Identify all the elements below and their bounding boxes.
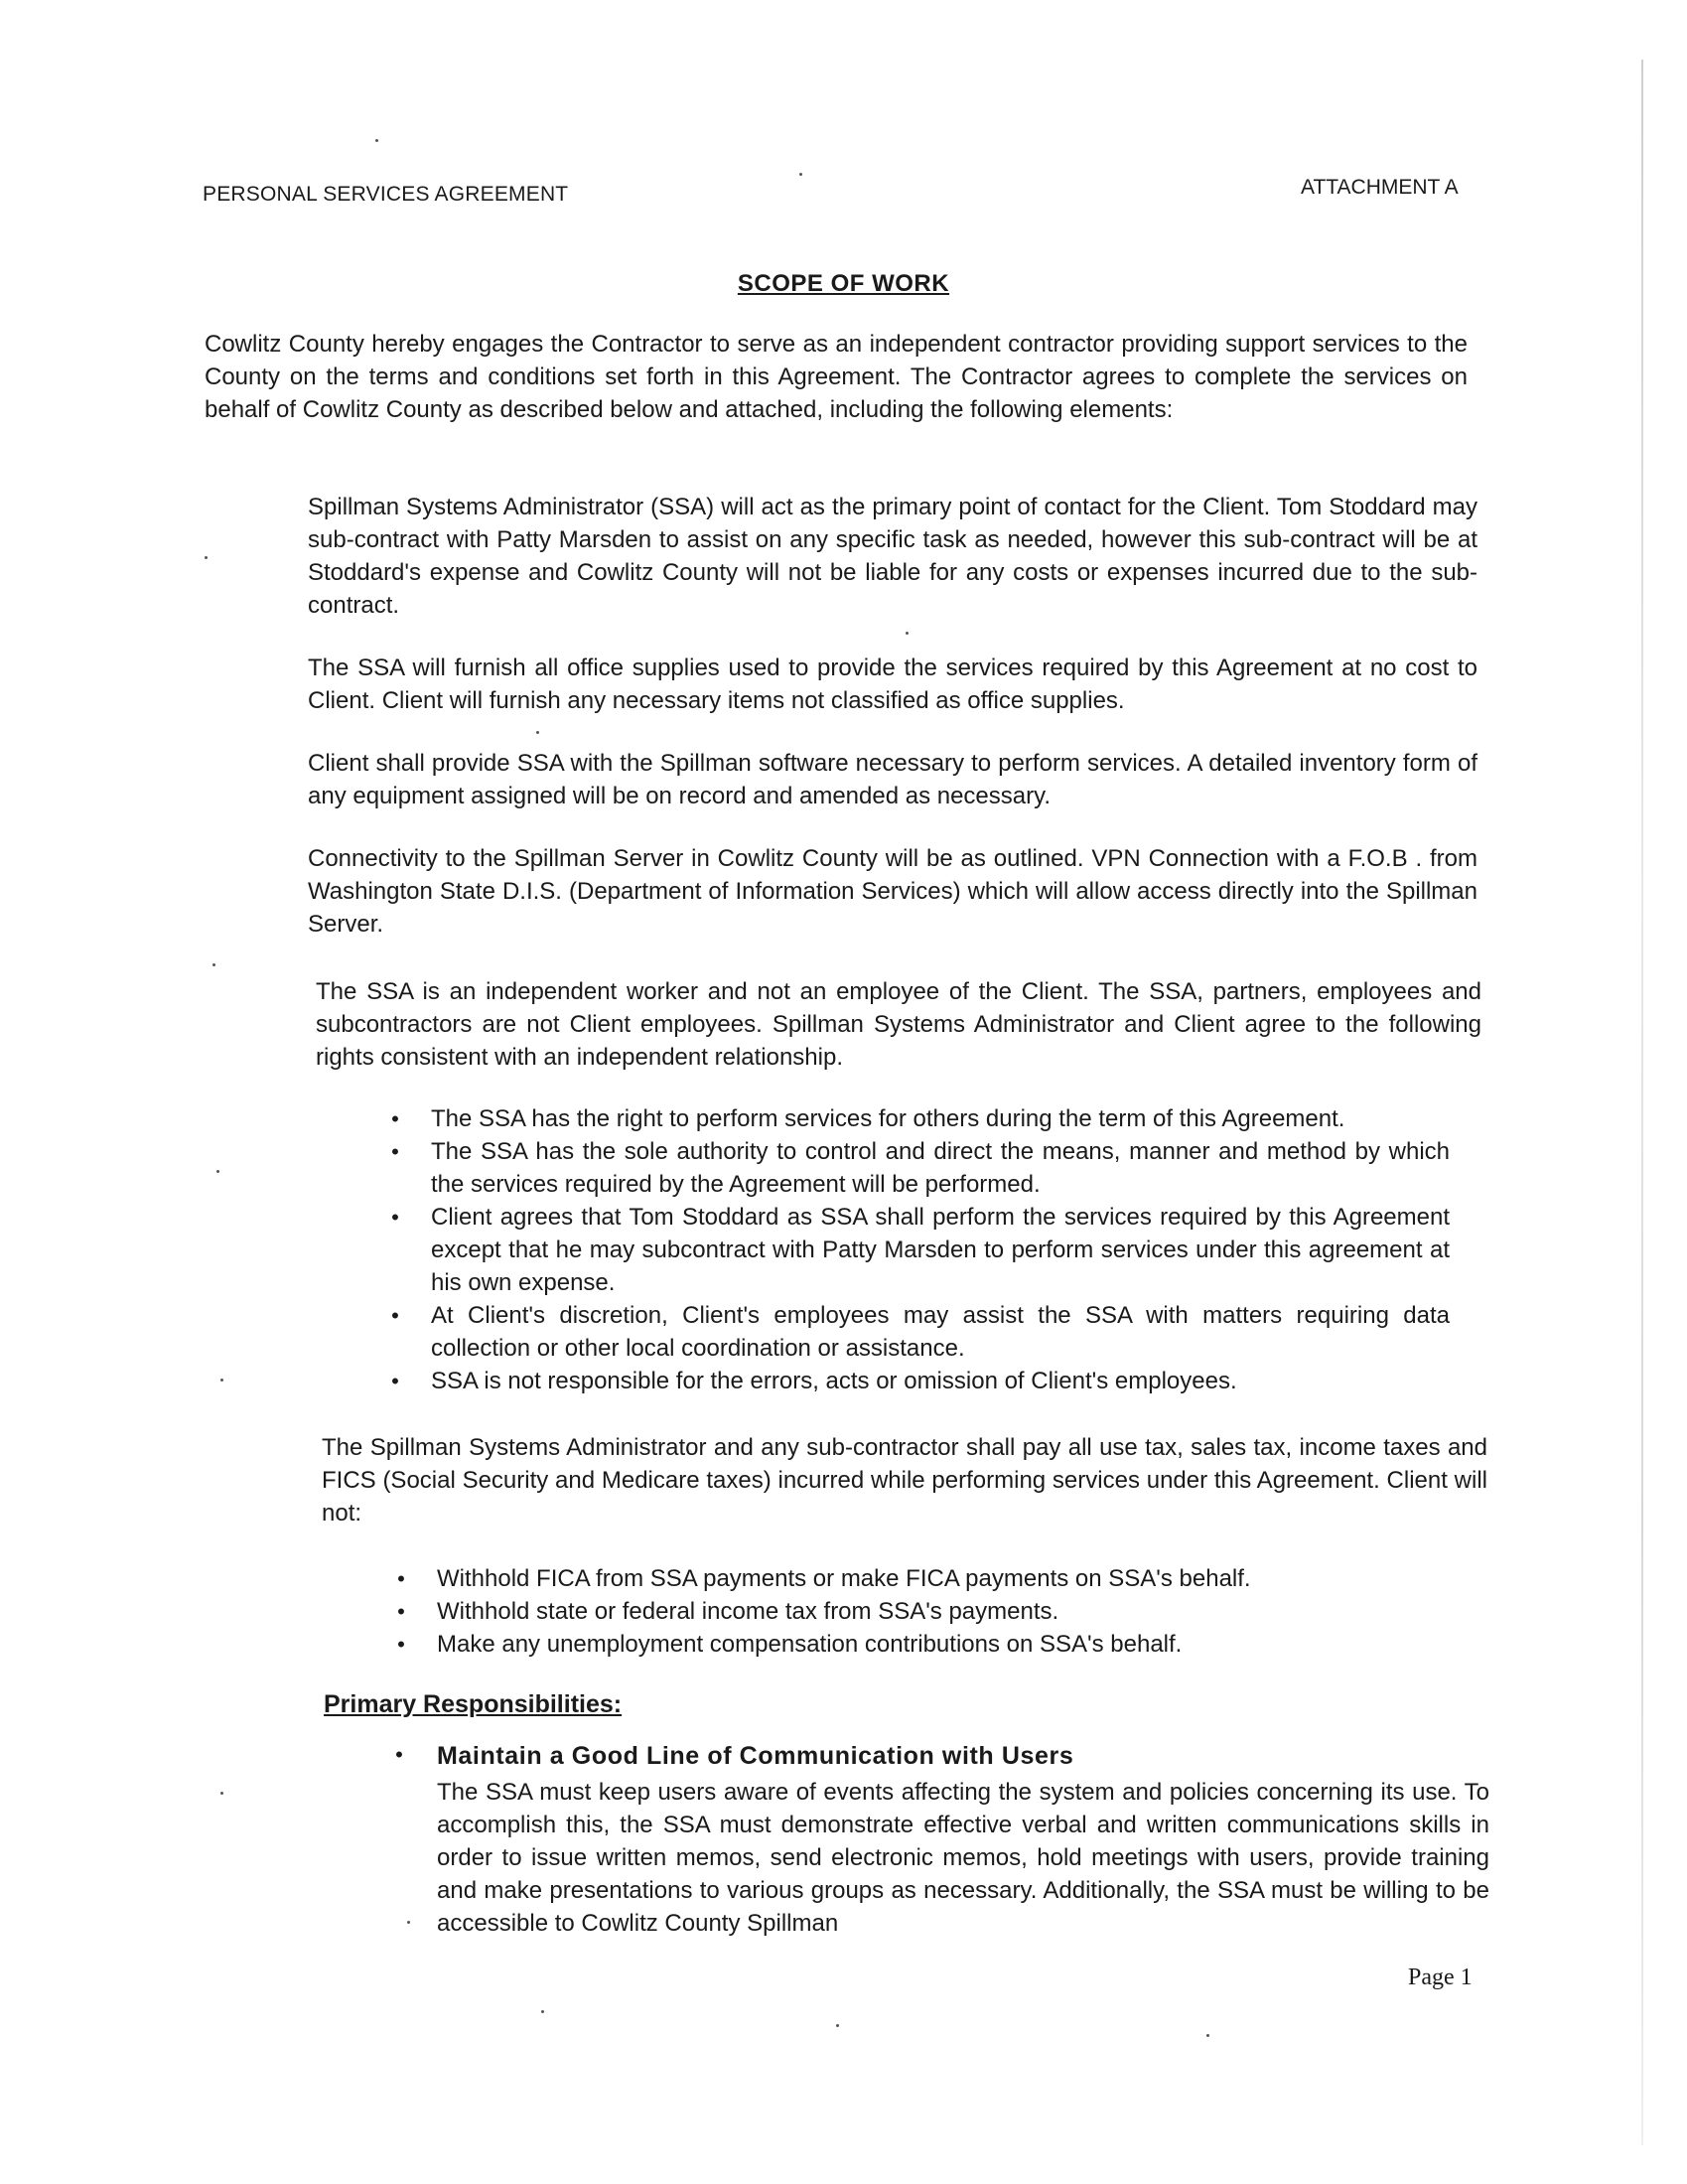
list-item: [383, 1299, 1450, 1365]
list-item-text: The SSA has the right to perform services for others during the term of this Agreement.: [431, 1105, 1345, 1132]
scan-speck: [212, 963, 215, 966]
list-item: [389, 1562, 1481, 1595]
bullet-icon: •: [391, 1369, 399, 1393]
scan-speck: [1206, 2034, 1209, 2037]
list-item: [389, 1628, 1481, 1661]
bullet-icon: •: [397, 1599, 405, 1624]
paragraph-software: Client shall provide SSA with the Spillman software necessary to perform services. A detailed inventory form of any equipment assigned will be on record and amended as necessary.: [308, 750, 1477, 809]
scan-speck: [375, 139, 378, 142]
section-heading-primary-responsibilities: Primary Responsibilities:: [324, 1690, 623, 1718]
paragraph-independent-worker: The SSA is an independent worker and not an employee of the Client. The SSA, partners, employees and subcontractors are not Client employees. Spillman Systems Administrator and Client agree to the following rights consistent with an independent relationship.: [316, 978, 1481, 1071]
scan-speck: [220, 1792, 223, 1795]
bullet-icon: •: [391, 1205, 399, 1230]
list-item: [389, 1595, 1481, 1628]
bullet-icon: •: [391, 1139, 399, 1164]
scan-speck: [216, 1170, 219, 1173]
scan-speck: [799, 173, 802, 176]
bullet-icon: •: [391, 1106, 399, 1131]
paragraph-taxes: The Spillman Systems Administrator and any sub-contractor shall pay all use tax, sales tax, income taxes and FICS (Social Security and Medicare taxes) incurred while performing services under this Agreement. Client will not:: [322, 1434, 1487, 1527]
list-item-text: At Client's discretion, Client's employees may assist the SSA with matters requiring data collection or other local coordination or assistance.: [431, 1302, 1450, 1362]
scan-speck: [536, 731, 539, 734]
list-item: [383, 1102, 1450, 1135]
paragraph-connectivity: Connectivity to the Spillman Server in Cowlitz County will be as outlined. VPN Connection with a F.O.B . from Washington State D.I.S. (Department of Information Services) which will allow access directly into the Spillman Server.: [308, 845, 1477, 938]
bullet-icon: •: [395, 1742, 403, 1767]
scan-speck: [220, 1379, 223, 1382]
rights-list: [383, 1102, 1450, 1397]
paragraph-office-supplies: The SSA will furnish all office supplies used to provide the services required by this Agreement at no cost to Client. Client will furnish any necessary items not classified as office supplies.: [308, 655, 1477, 714]
paragraph-ssa-contact: Spillman Systems Administrator (SSA) will act as the primary point of contact for the Client. Tom Stoddard may sub-contract with Patty Marsden to assist on any specific task as needed, however this sub-contract will be at Stoddard's expense and Cowlitz County will not be liable for any costs or expenses incurred due to the sub-contract.: [308, 494, 1477, 619]
list-item-text: Withhold state or federal income tax from SSA's payments.: [437, 1598, 1059, 1625]
responsibility-title: Maintain a Good Line of Communication with Users: [437, 1742, 1074, 1770]
bullet-icon: •: [397, 1566, 405, 1591]
list-item-text: Client agrees that Tom Stoddard as SSA shall perform the services required by this Agreement except that he may subcontract with Patty Marsden to perform services under this agreement at his own expense.: [431, 1204, 1450, 1296]
scan-speck: [407, 1921, 410, 1924]
list-item-text: SSA is not responsible for the errors, acts or omission of Client's employees.: [431, 1368, 1237, 1394]
scan-speck: [541, 2010, 544, 2013]
list-item-text: The SSA has the sole authority to control and direct the means, manner and method by which the services required by the Agreement will be performed.: [431, 1138, 1450, 1198]
list-item: [383, 1135, 1450, 1201]
header-attachment-label: ATTACHMENT A: [1301, 176, 1459, 199]
page-number: Page 1: [1408, 1965, 1473, 1990]
responsibility-body: The SSA must keep users aware of events affecting the system and policies concerning its use. To accomplish this, the SSA must demonstrate effective verbal and written communications skills in order to issue written memos, send electronic memos, hold meetings with users, provide training and make presentations to various groups as necessary. Additionally, the SSA must be willing to be accessible to Cowlitz County Spillman: [437, 1779, 1489, 1937]
header-agreement-title: PERSONAL SERVICES AGREEMENT: [203, 183, 569, 206]
list-item: [383, 1365, 1450, 1397]
list-item-text: Withhold FICA from SSA payments or make FICA payments on SSA's behalf.: [437, 1565, 1251, 1592]
list-item-text: Make any unemployment compensation contributions on SSA's behalf.: [437, 1631, 1183, 1658]
client-will-not-list: [389, 1562, 1481, 1661]
scan-speck: [906, 632, 909, 635]
scanned-page-edge: [1641, 60, 1643, 2145]
bullet-icon: •: [391, 1303, 399, 1328]
scan-speck: [205, 556, 208, 559]
document-title: SCOPE OF WORK: [737, 270, 950, 297]
bullet-icon: •: [397, 1632, 405, 1657]
intro-paragraph: Cowlitz County hereby engages the Contractor to serve as an independent contractor providing support services to the County on the terms and conditions set forth in this Agreement. The Contractor agrees to complete the services on behalf of Cowlitz County as described below and attached, including the following elements:: [205, 331, 1468, 423]
scan-speck: [836, 2024, 839, 2027]
list-item: [383, 1201, 1450, 1299]
